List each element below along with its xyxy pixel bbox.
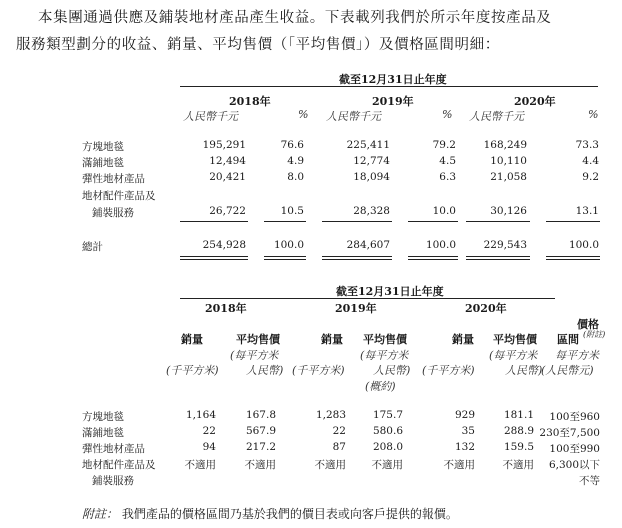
- table1-cell: 76.6: [280, 139, 304, 151]
- table2-cell: 167.8: [245, 409, 276, 421]
- total-rule: [466, 256, 530, 257]
- asp-unit-2019: (每平方米: [360, 349, 409, 362]
- footnote-text: 我們產品的價格區間乃基於我們的價目表或向客戶提供的報價。: [121, 507, 458, 521]
- table1-cell: 18,094: [353, 171, 390, 183]
- table1-row-label: 滿鋪地毯: [82, 157, 124, 169]
- table1-row-label: 地材配件產品及: [82, 190, 156, 202]
- table1-cell: 6.3: [439, 171, 456, 183]
- intro-line-1: 本集團通過供應及鋪裝地材產品產生收益。下表載列我們於所示年度按產品及: [38, 10, 552, 26]
- table2-header-rule: [180, 298, 555, 299]
- table1-cell: 8.0: [287, 171, 304, 183]
- table2-cell: 159.5: [503, 441, 534, 453]
- asp-approx-2019: (概約): [365, 380, 396, 393]
- table1-total-cell: 284,607: [346, 239, 390, 251]
- table2-row-label-cont: 鋪裝服務: [92, 475, 134, 487]
- total-rule: [546, 259, 600, 260]
- table2-cell: 不適用: [314, 459, 346, 471]
- table2-cell: 580.6: [372, 425, 403, 437]
- table2-cell: 不適用: [244, 459, 276, 471]
- table1-pct-2018: %: [298, 108, 309, 121]
- table2-cell: 100至960: [549, 411, 600, 423]
- table1-cell: 168,249: [483, 139, 527, 151]
- table1-cell: 4.9: [287, 155, 304, 167]
- table1-cell: 28,328: [353, 205, 390, 217]
- table2-cell: 217.2: [245, 441, 276, 453]
- table2-period-header: 截至12月31日止年度: [336, 285, 444, 298]
- subtotal-rule: [322, 221, 392, 222]
- table2-cell: 567.9: [245, 425, 276, 437]
- table2-cell: 288.9: [503, 425, 534, 437]
- table1-pct-2019: %: [442, 108, 453, 121]
- table2-row-label: 彈性地材產品: [82, 443, 145, 455]
- table2-row-label: 地材配件產品及: [82, 459, 156, 471]
- subtotal-rule: [466, 221, 530, 222]
- table2-cell: 181.1: [503, 409, 534, 421]
- table1-cell: 30,126: [490, 205, 527, 217]
- price-range-header-top: 價格: [577, 318, 599, 331]
- table1-year-2020: 2020年: [514, 95, 556, 108]
- table2-cell: 208.0: [372, 441, 403, 453]
- table2-cell: 87: [332, 441, 346, 453]
- table1-cell: 4.5: [439, 155, 456, 167]
- table1-cell: 10,110: [490, 155, 527, 167]
- table2-cell: 不適用: [371, 459, 403, 471]
- range-unit-sqm: 每平方米: [555, 349, 599, 362]
- table1-total-cell: 254,928: [202, 239, 246, 251]
- col-volume-2020: 銷量: [452, 333, 474, 346]
- table1-cell: 4.4: [582, 155, 599, 167]
- table1-cell: 10.5: [280, 205, 304, 217]
- table2-cell: 132: [454, 441, 475, 453]
- table1-year-2018: 2018年: [229, 95, 271, 108]
- table1-cell: 73.3: [575, 139, 599, 151]
- price-range-header: 區間: [557, 333, 579, 346]
- table1-row-label: 彈性地材產品: [82, 173, 145, 185]
- col-asp-2019: 平均售價: [363, 333, 407, 346]
- vol-unit-2020: (千平方米): [422, 364, 475, 377]
- table1-cell: 26,722: [209, 205, 246, 217]
- total-rule: [466, 259, 530, 260]
- table1-total-cell: 100.0: [425, 239, 456, 251]
- col-volume-2018: 銷量: [181, 333, 203, 346]
- vol-unit-2018: (千平方米): [166, 364, 219, 377]
- asp-rmb-2019: 人民幣): [373, 364, 411, 377]
- table1-unit-2018: 人民幣千元: [183, 110, 238, 123]
- table2-cell: 22: [202, 425, 216, 437]
- asp-rmb-2020: 人民幣): [505, 364, 543, 377]
- total-rule: [264, 259, 306, 260]
- table2-cell-cont: 不等: [579, 475, 600, 487]
- table1-total-cell: 229,543: [483, 239, 527, 251]
- asp-rmb-2018: 人民幣): [246, 364, 284, 377]
- table2-cell: 94: [202, 441, 216, 453]
- table2-cell: 1,164: [185, 409, 216, 421]
- table2-cell: 不適用: [184, 459, 216, 471]
- total-rule: [322, 259, 392, 260]
- table2-cell: 6,300以下: [548, 459, 600, 471]
- table1-cell: 195,291: [202, 139, 246, 151]
- table1-row-label: 方塊地毯: [82, 141, 124, 153]
- subtotal-rule: [180, 221, 248, 222]
- table1-cell: 12,494: [209, 155, 246, 167]
- vol-unit-2019: (千平方米): [292, 364, 345, 377]
- total-rule: [180, 259, 248, 260]
- table2-year-2018: 2018年: [205, 302, 247, 315]
- price-range-note-mark: (附註): [583, 330, 606, 339]
- col-volume-2019: 銷量: [321, 333, 343, 346]
- subtotal-rule: [264, 221, 306, 222]
- table1-cell: 10.0: [432, 205, 456, 217]
- table2-cell: 22: [332, 425, 346, 437]
- table2-year-2020: 2020年: [465, 302, 507, 315]
- table1-period-header: 截至12月31日止年度: [339, 73, 447, 86]
- table1-unit-2019: 人民幣千元: [326, 110, 381, 123]
- total-rule: [180, 256, 248, 257]
- table2-cell: 1,283: [315, 409, 346, 421]
- total-rule: [408, 259, 458, 260]
- table1-total-cell: 100.0: [273, 239, 304, 251]
- total-rule: [408, 256, 458, 257]
- table1-cell: 12,774: [353, 155, 390, 167]
- table2-cell: 100至990: [549, 443, 600, 455]
- table2-cell: 175.7: [372, 409, 403, 421]
- table1-total-label: 總計: [82, 241, 103, 253]
- table2-row-label: 滿鋪地毯: [82, 427, 124, 439]
- table1-cell: 225,411: [346, 139, 390, 151]
- table2-cell: 不適用: [443, 459, 475, 471]
- table2-cell: 35: [461, 425, 475, 437]
- table1-total-cell: 100.0: [568, 239, 599, 251]
- subtotal-rule: [408, 221, 458, 222]
- table2-row-label: 方塊地毯: [82, 411, 124, 423]
- table2-year-2019: 2019年: [335, 302, 377, 315]
- table1-header-rule: [180, 86, 598, 87]
- table1-cell: 79.2: [432, 139, 456, 151]
- table2-cell: 230至7,500: [539, 427, 600, 439]
- table2-cell: 不適用: [502, 459, 534, 471]
- table1-pct-2020: %: [588, 108, 599, 121]
- col-asp-2018: 平均售價: [236, 333, 280, 346]
- total-rule: [264, 256, 306, 257]
- table1-cell: 20,421: [209, 171, 246, 183]
- table1-year-2019: 2019年: [372, 95, 414, 108]
- range-unit-rmb: (人民幣元): [541, 364, 594, 377]
- footnote: [82, 505, 458, 522]
- table1-cell: 9.2: [582, 171, 599, 183]
- asp-unit-2020: (每平方米: [489, 349, 538, 362]
- table1-row-label-cont: 鋪裝服務: [92, 207, 134, 219]
- table1-cell: 21,058: [490, 171, 527, 183]
- subtotal-rule: [546, 221, 600, 222]
- col-asp-2020: 平均售價: [493, 333, 537, 346]
- table2-cell: 929: [454, 409, 475, 421]
- footnote-prefix: 附註：: [82, 507, 119, 521]
- total-rule: [322, 256, 392, 257]
- table1-cell: 13.1: [575, 205, 599, 217]
- total-rule: [546, 256, 600, 257]
- table1-unit-2020: 人民幣千元: [469, 110, 524, 123]
- asp-unit-2018: (每平方米: [230, 349, 279, 362]
- intro-line-2: 服務類型劃分的收益、銷量、平均售價（「平均售價」）及價格區間明細：: [16, 37, 500, 53]
